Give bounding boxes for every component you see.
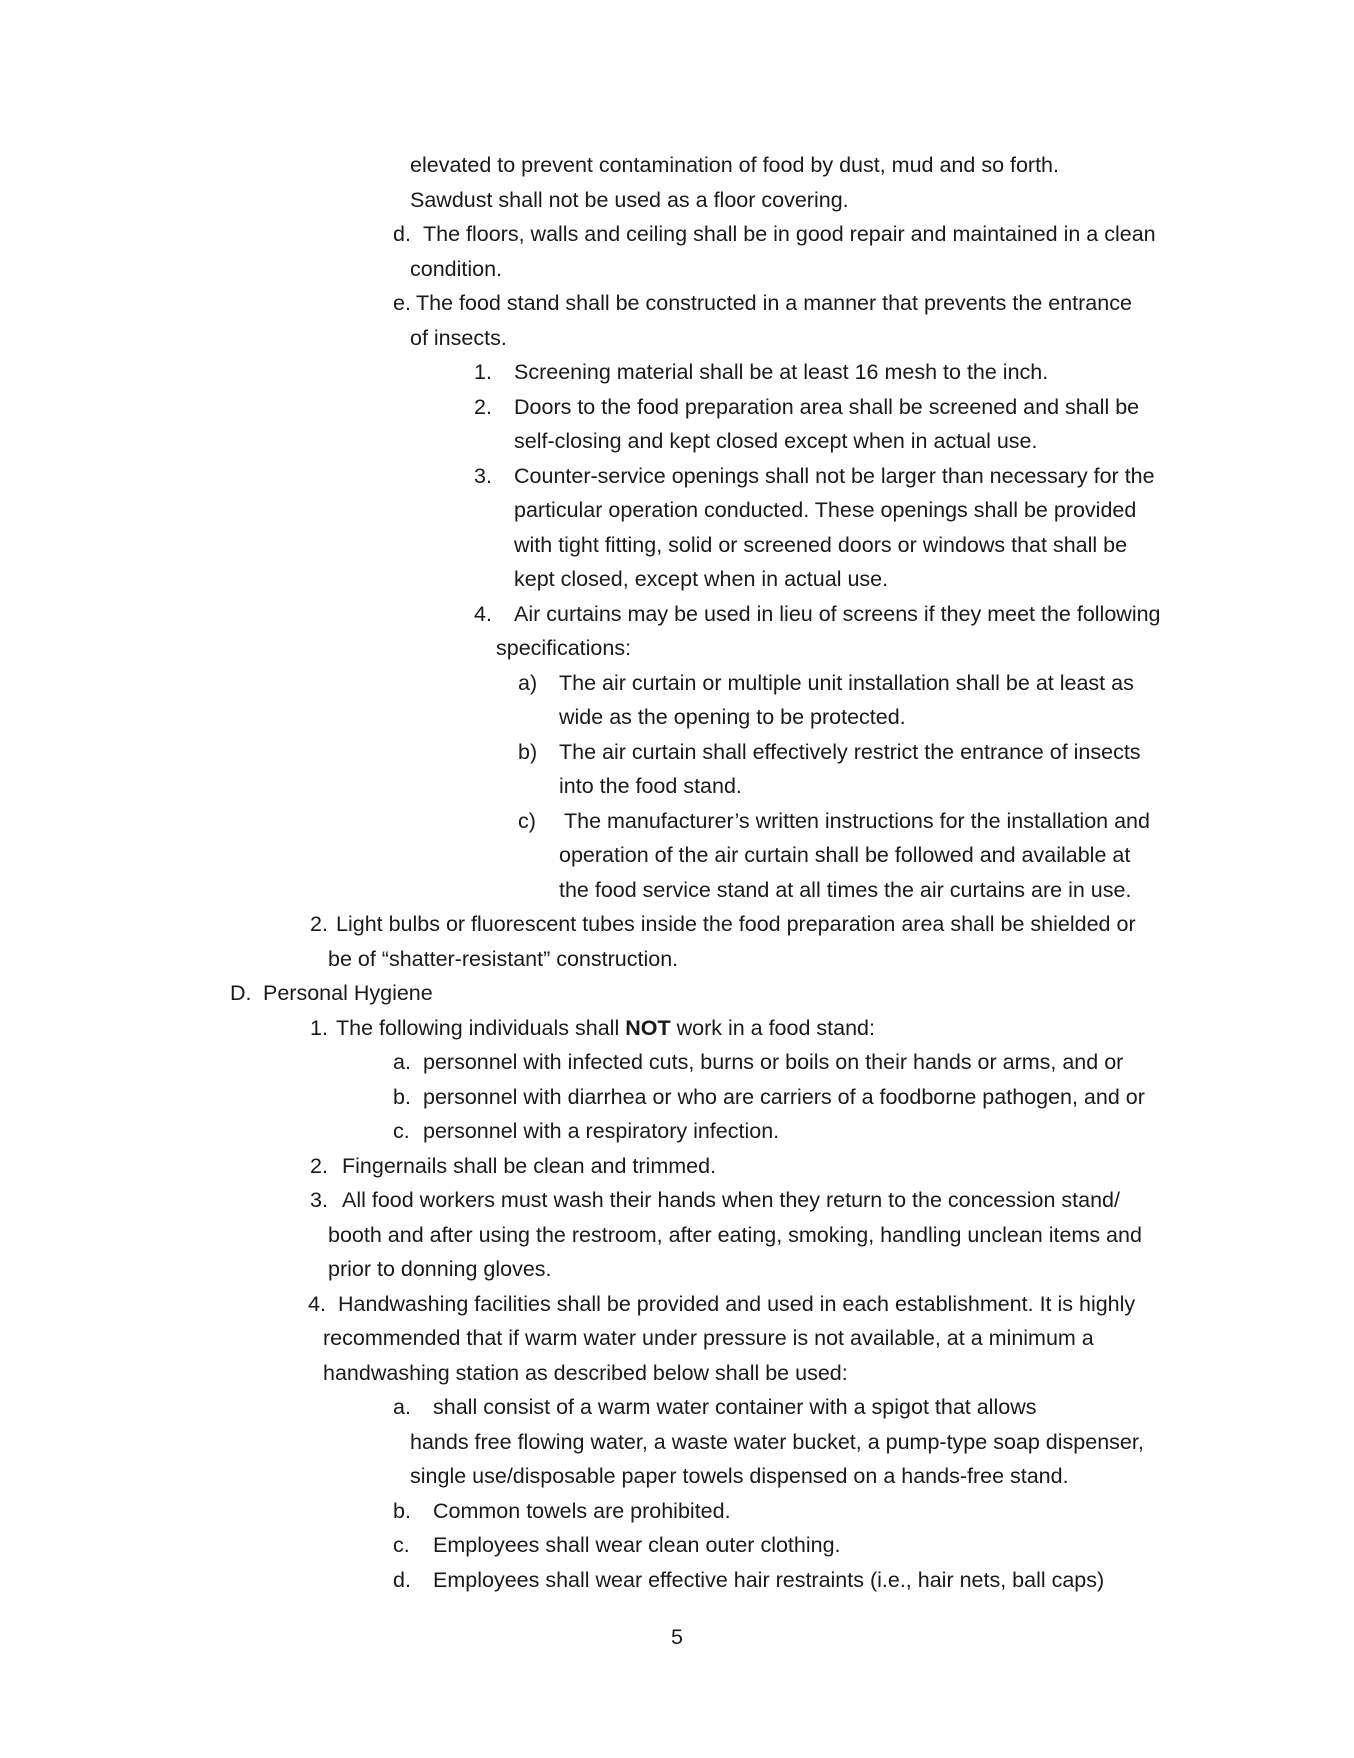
list-marker: a. (393, 1050, 411, 1074)
text-line: condition. (410, 257, 503, 281)
list-item-2: 2. Light bulbs or fluorescent tubes inside the food preparation area shall be shielded or (310, 912, 1136, 936)
list-marker: a. (393, 1395, 411, 1419)
list-item-a: a. shall consist of a warm water container with a spigot that allows (393, 1395, 1037, 1419)
list-marker: d. (393, 222, 411, 246)
text-line: wide as the opening to be protected. (559, 705, 906, 729)
list-marker: e. (393, 291, 411, 315)
list-item-b: b. Common towels are prohibited. (393, 1499, 731, 1523)
page-number: 5 (671, 1625, 683, 1649)
text-line: be of “shatter-resistant” construction. (328, 947, 679, 971)
list-marker: 3. (310, 1188, 328, 1212)
list-marker: 1. (474, 360, 492, 384)
list-item-c: c. Employees shall wear clean outer clothing. (393, 1533, 841, 1557)
list-marker: d. (393, 1568, 411, 1592)
text-line: handwashing station as described below shall be used: (323, 1361, 848, 1385)
list-marker: b. (393, 1499, 411, 1523)
list-marker: c. (393, 1119, 410, 1143)
section-heading-d: D. Personal Hygiene (230, 981, 433, 1005)
list-item-3: 3. Counter-service openings shall not be larger than necessary for the (474, 464, 1155, 488)
list-marker: a) (518, 671, 538, 695)
list-item-a: a. personnel with infected cuts, burns or boils on their hands or arms, and or (393, 1050, 1124, 1074)
list-item-b: b. personnel with diarrhea or who are carriers of a foodborne pathogen, and or (393, 1085, 1145, 1109)
list-marker: 4. (474, 602, 492, 626)
emphasis-text: NOT (625, 1016, 671, 1040)
list-item-1: 1. The following individuals shall NOT work in a food stand: (310, 1016, 875, 1040)
list-item-2: 2. Doors to the food preparation area shall be screened and shall be (474, 395, 1140, 419)
list-marker: 4. (308, 1292, 326, 1316)
list-marker: b. (393, 1085, 411, 1109)
text-line: into the food stand. (559, 774, 742, 798)
text-line: recommended that if warm water under pressure is not available, at a minimum a (323, 1326, 1094, 1350)
text-line: specifications: (496, 636, 632, 660)
text-line: of insects. (410, 326, 507, 350)
text-line: self-closing and kept closed except when in actual use. (514, 429, 1038, 453)
text-line: operation of the air curtain shall be followed and available at (559, 843, 1131, 867)
list-item-4: 4. Air curtains may be used in lieu of screens if they meet the following (474, 602, 1161, 626)
list-marker: c) (518, 809, 536, 833)
list-marker: 3. (474, 464, 492, 488)
list-item-4: 4. Handwashing facilities shall be provided and used in each establishment. It is highly (308, 1292, 1136, 1316)
list-marker: c. (393, 1533, 410, 1557)
list-item-3: 3. All food workers must wash their hands when they return to the concession stand/ (310, 1188, 1120, 1212)
list-marker: 2. (310, 912, 328, 936)
text-line: Sawdust shall not be used as a floor covering. (410, 188, 849, 212)
list-marker: 2. (310, 1154, 328, 1178)
list-marker: 2. (474, 395, 492, 419)
list-marker: b) (518, 740, 538, 764)
list-item-b: b) The air curtain shall effectively restrict the entrance of insects (518, 740, 1141, 764)
list-item-1: 1. Screening material shall be at least 16 mesh to the inch. (474, 360, 1049, 384)
list-item-d: d. The floors, walls and ceiling shall be in good repair and maintained in a clean (393, 222, 1156, 246)
list-item-2: 2. Fingernails shall be clean and trimmed. (310, 1154, 717, 1178)
text-line: prior to donning gloves. (328, 1257, 552, 1281)
text-line: hands free flowing water, a waste water bucket, a pump-type soap dispenser, (410, 1430, 1144, 1454)
text-line: with tight fitting, solid or screened doors or windows that shall be (514, 533, 1128, 557)
list-item-a: a) The air curtain or multiple unit installation shall be at least as (518, 671, 1134, 695)
list-item-d: d. Employees shall wear effective hair restraints (i.e., hair nets, ball caps) (393, 1568, 1105, 1592)
text-line: the food service stand at all times the air curtains are in use. (559, 878, 1132, 902)
text-line: particular operation conducted. These openings shall be provided (514, 498, 1137, 522)
text-line: booth and after using the restroom, after eating, smoking, handling unclean items and (328, 1223, 1142, 1247)
list-item-c: c) The manufacturer’s written instructions for the installation and (518, 809, 1150, 833)
list-item-c: c. personnel with a respiratory infection. (393, 1119, 780, 1143)
text-line: single use/disposable paper towels dispensed on a hands-free stand. (410, 1464, 1069, 1488)
text-line: kept closed, except when in actual use. (514, 567, 889, 591)
list-marker: 1. (310, 1016, 328, 1040)
list-item-e: e. The food stand shall be constructed in a manner that prevents the entrance (393, 291, 1132, 315)
list-marker: D. (230, 981, 252, 1005)
text-line: elevated to prevent contamination of food by dust, mud and so forth. (410, 153, 1059, 177)
